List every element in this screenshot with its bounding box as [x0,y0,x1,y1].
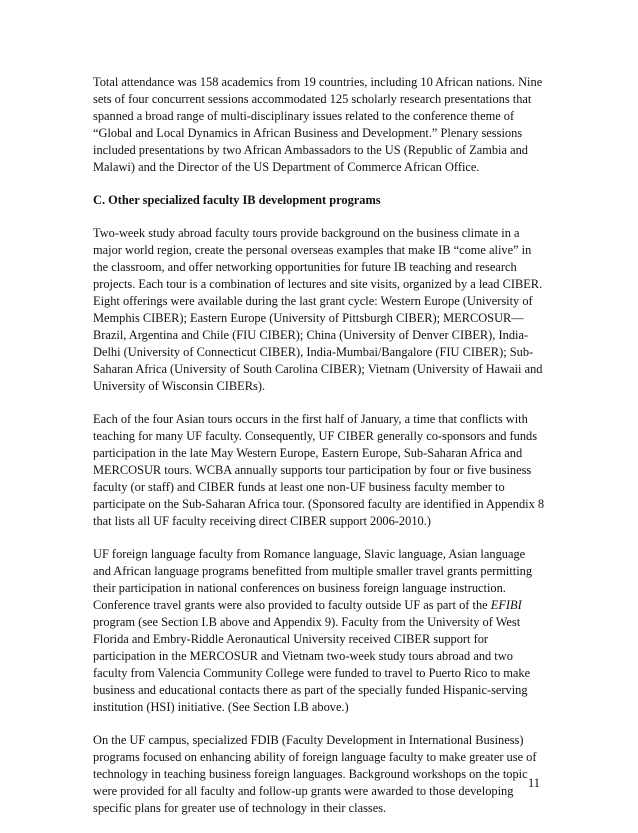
paragraph-asian-tours: Each of the four Asian tours occurs in the first half of January, a time that conflicts with teaching for many UF faculty. Consequently, UF CIBER generally co-sponsors and funds participation in the late May Western Europe, Eastern Europe, Sub-Saharan Africa and MERCOSUR tours. WCBA annually supports tour participation by four or five business faculty (or staff) and CIBER funds at least one non-UF business faculty member to participate on the Sub-Saharan Africa tour. (Sponsored faculty are identified in Appendix 8 that lists all UF faculty receiving direct CIBER support 2006-2010.) [93,412,545,528]
paragraph-fdib: On the UF campus, specialized FDIB (Faculty Development in International Business) programs focused on enhancing ability of foreign language faculty to make greater use of technology in teaching business foreign languages. Background workshops on the topic were provided for all faculty and follow-up grants were awarded to those developing specific plans for greater use of technology in their classes. [93,733,537,815]
page-content [93,74,545,833]
paragraph-study-tours: Two-week study abroad faculty tours provide background on the business climate in a major world region, create the personal overseas examples that make IB “come alive” in the classroom, and offer networking opportunities for future IB teaching and research projects. Each tour is a combination of lectures and site visits, organized by a lead CIBER. Eight offerings were available during the last grant cycle: Western Europe (University of Memphis CIBER); Eastern Europe (University of Pittsburgh CIBER); MERCOSUR—Brazil, Argentina and Chile (FIU CIBER); China (University of Denver CIBER), India-Delhi (University of Connecticut CIBER), India-Mumbai/Bangalore (FIU CIBER); Sub-Saharan Africa (University of South Carolina CIBER); Vietnam (University of Hawaii and University of Wisconsin CIBERs). [93,226,543,393]
paragraph-4-text-start: UF foreign language faculty from Romance language, Slavic language, Asian language and African language programs benefitted from multiple smaller travel grants permitting their participation in national conferences on business foreign language instruction. Conference travel grants were also provided to faculty outside UF as part of the [93,547,533,612]
page-number: 11 [528,776,540,790]
paragraph-language-faculty [93,546,545,716]
paragraph-attendance: Total attendance was 158 academics from 19 countries, including 10 African nations. Nine sets of four concurrent sessions accommodated 125 scholarly research presentations that spanned a broad range of multi-disciplinary issues related to the conference theme of “Global and Local Dynamics in African Business and Development.” Plenary sessions included presentations by two African Ambassadors to the US (Republic of Zambia and Malawi) and the Director of the US Department of Commerce African Office. [93,75,543,174]
paragraph-4-text-end: program (see Section I.B above and Appendix 9). Faculty from the University of West Florida and Embry-Riddle Aeronautical University received CIBER support for participation in the MERCOSUR and Vietnam two-week study tours abroad and two faculty from Valencia Community College were funded to travel to Puerto Rico to make business and educational contacts there as part of the specially funded Hispanic-serving institution (HSI) initiative. (See Section I.B above.) [93,615,531,714]
section-heading: C. Other specialized faculty IB development programs [93,193,381,207]
efibi-program-name: EFIBI [490,598,522,612]
